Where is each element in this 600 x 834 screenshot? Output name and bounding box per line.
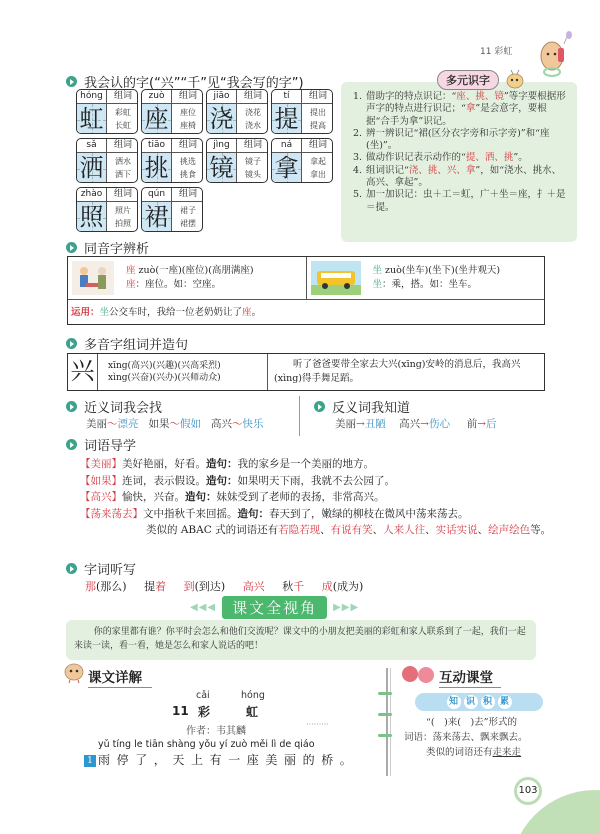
homophone-table [67,256,545,325]
tip-item: 5. 加一加识记：虫＋工＝虹，广＋坐＝座，扌＋是＝提。 [353,189,566,213]
dotted-mark: ········· [306,720,329,729]
dictation-words: 那(那么) 提着 到(到达) 高兴 秋千 成(成为) [85,580,364,593]
bead-icon [378,734,392,737]
char-card: sǎ 组词 洒 洒水 洒下 [76,138,138,183]
char-card: zhào 组词 照 照片 拍照 [76,187,138,232]
word-entry: 【美丽】美好艳丽，好看。造句：我的家乡是一个美丽的地方。 [80,458,374,470]
char-card: hóng 组词 虹 彩虹 长虹 [76,89,138,134]
antonym-pairs: 美丽→丑陋 高兴→伤心 前→后 [335,418,497,430]
column-divider [299,396,300,436]
homophone-cell-left: 座 zuò(一座)(座位)(高朋满座) 座：座位。如：空座。 [68,257,306,299]
full-view-banner: ◀◀◀ 课文全视角 ▶▶▶ [190,596,359,619]
play-bullet-icon [66,439,77,450]
mascot-icon [503,68,525,90]
tip-item: 4. 组词识记“浇、挑、兴、拿”，如“浇水、挑水、高兴、拿起”。 [353,164,562,189]
play-bullet-icon [66,563,77,574]
char-card: jìng 组词 镜 镜子 镜头 [206,138,268,183]
interactive-class-title: 互动课堂 [439,666,501,688]
polyphone-table: 兴 xīng(高兴)(兴趣)(兴高采烈) xìng(兴奋)(兴办)(兴师动众) 听了爸爸要带全家去大兴(xīng)安岭的消息后，我高兴(xìng)得手舞足蹈。 [67,353,545,391]
tip-item: 1. 借助字的特点识记：“座、挑、镜”等字要根据形声字的特点进行识记；“拿”是会意字，要根据“合手为拿”识记。 [353,91,566,127]
char-card: tiāo 组词 挑 挑选 挑食 [141,138,203,183]
char-card-grid [76,89,336,232]
tip-item: 2. 辨一辨识记“裙(区分衣字旁和示字旁)”和“座(坐)”。 [353,127,550,152]
apple-mascot-icon [418,667,434,683]
multi-method-tips-box [341,82,577,242]
illustration-school-bus [311,261,361,295]
multi-method-tag: 多元识字 [437,70,499,90]
apple-mascot-icon [402,666,418,682]
bead-icon [378,692,392,695]
section-antonyms-title: 反义词我知道 [314,397,410,416]
word-entry: 【如果】连词，表示假设。造句：如果明天下雨，我就不去公园了。 [80,474,395,487]
section-polyphone-title: 多音字组词并造句 [66,334,188,353]
char-card: qún 组词 裙 裙子 裙摆 [141,187,203,232]
lesson-number: 11 [172,704,189,718]
lesson-author: 作者：韦其麟 [186,726,246,737]
page-number: 103 [514,777,542,805]
char-card: zuò 组词 座 座位 座椅 [141,89,203,134]
arrows-right-icon: ▶▶▶ [333,602,360,613]
section-synonyms-title: 近义词我会找 [66,397,162,416]
synonym-pairs: 美丽～漂亮 如果～假如 高兴～快乐 [86,418,264,430]
lesson-detail-title: 课文详解 [88,666,152,688]
lesson-line-text: 1 雨停了，天上有一座美丽的桥。 [84,751,358,768]
illustration-giving-seat [72,261,114,295]
word-entry: 【荡来荡去】文中指秋千来回摇。造句：春天到了，嫩绿的柳枝在微风中荡来荡去。 [80,507,469,520]
interactive-text: “( )来( )去”形式的 词语：荡来荡去、飘来飘去。 类似的词语还有走来走 [404,717,528,758]
tip-item: 3. 做动作识记表示动作的“提、洒、挑”。 [353,152,528,164]
word-entry: 【高兴】愉快，兴奋。造句：妹妹受到了老师的表扬，非常高兴。 [80,491,385,503]
lesson-intro: 你的家里都有谁？你平时会怎么和他们交流呢？课文中的小朋友把美丽的彩虹和家人联系到了一起，我们一起来读一读，看一看，她是怎么和家人说话的吧！ [66,620,536,660]
lesson-line-pinyin: yǔ tíng le tiān shàng yǒu yí zuò měi lì de qiáo [98,739,315,750]
section-homophone-title: 同音字辨析 [66,238,149,257]
mascot-icon [62,660,86,684]
word-study-list [80,456,555,539]
mascot-icon [532,30,574,78]
play-bullet-icon [314,401,325,412]
play-bullet-icon [66,338,77,349]
bead-icon [378,713,392,716]
arrows-left-icon: ◀◀◀ [190,602,217,613]
homophone-usage: 运用：坐公交车时，我给一位老奶奶让了座。 [71,307,262,318]
section-word-study-title: 词语导学 [66,435,136,454]
char-card: tí 组词 提 提出 提高 [271,89,333,134]
play-bullet-icon [66,401,77,412]
section-dictation-title: 字词听写 [66,559,136,578]
column-rule [390,668,391,776]
play-bullet-icon [66,242,77,253]
section-recognize-title: 我会认的字(“兴”“千”见“我会写的字”) [66,72,304,91]
abac-note: 类似的 ABAC 式的词语还有若隐若现、有说有笑、人来人往、实话实说、绘声绘色等。 [146,524,552,536]
knowledge-accumulation-tag: 知 识 积 累 [415,693,543,711]
char-card: jiāo 组词 浇 浇花 浇水 [206,89,268,134]
play-bullet-icon [66,76,77,87]
lesson-header: 11 彩虹 [480,47,513,57]
paragraph-number: 1 [84,755,96,767]
homophone-cell-right: 坐 zuò(坐车)(坐下)(坐井观天) 坐：乘，搭。如：坐车。 [306,257,545,299]
column-rule [386,668,388,776]
char-card: ná 组词 拿 拿起 拿出 [271,138,333,183]
